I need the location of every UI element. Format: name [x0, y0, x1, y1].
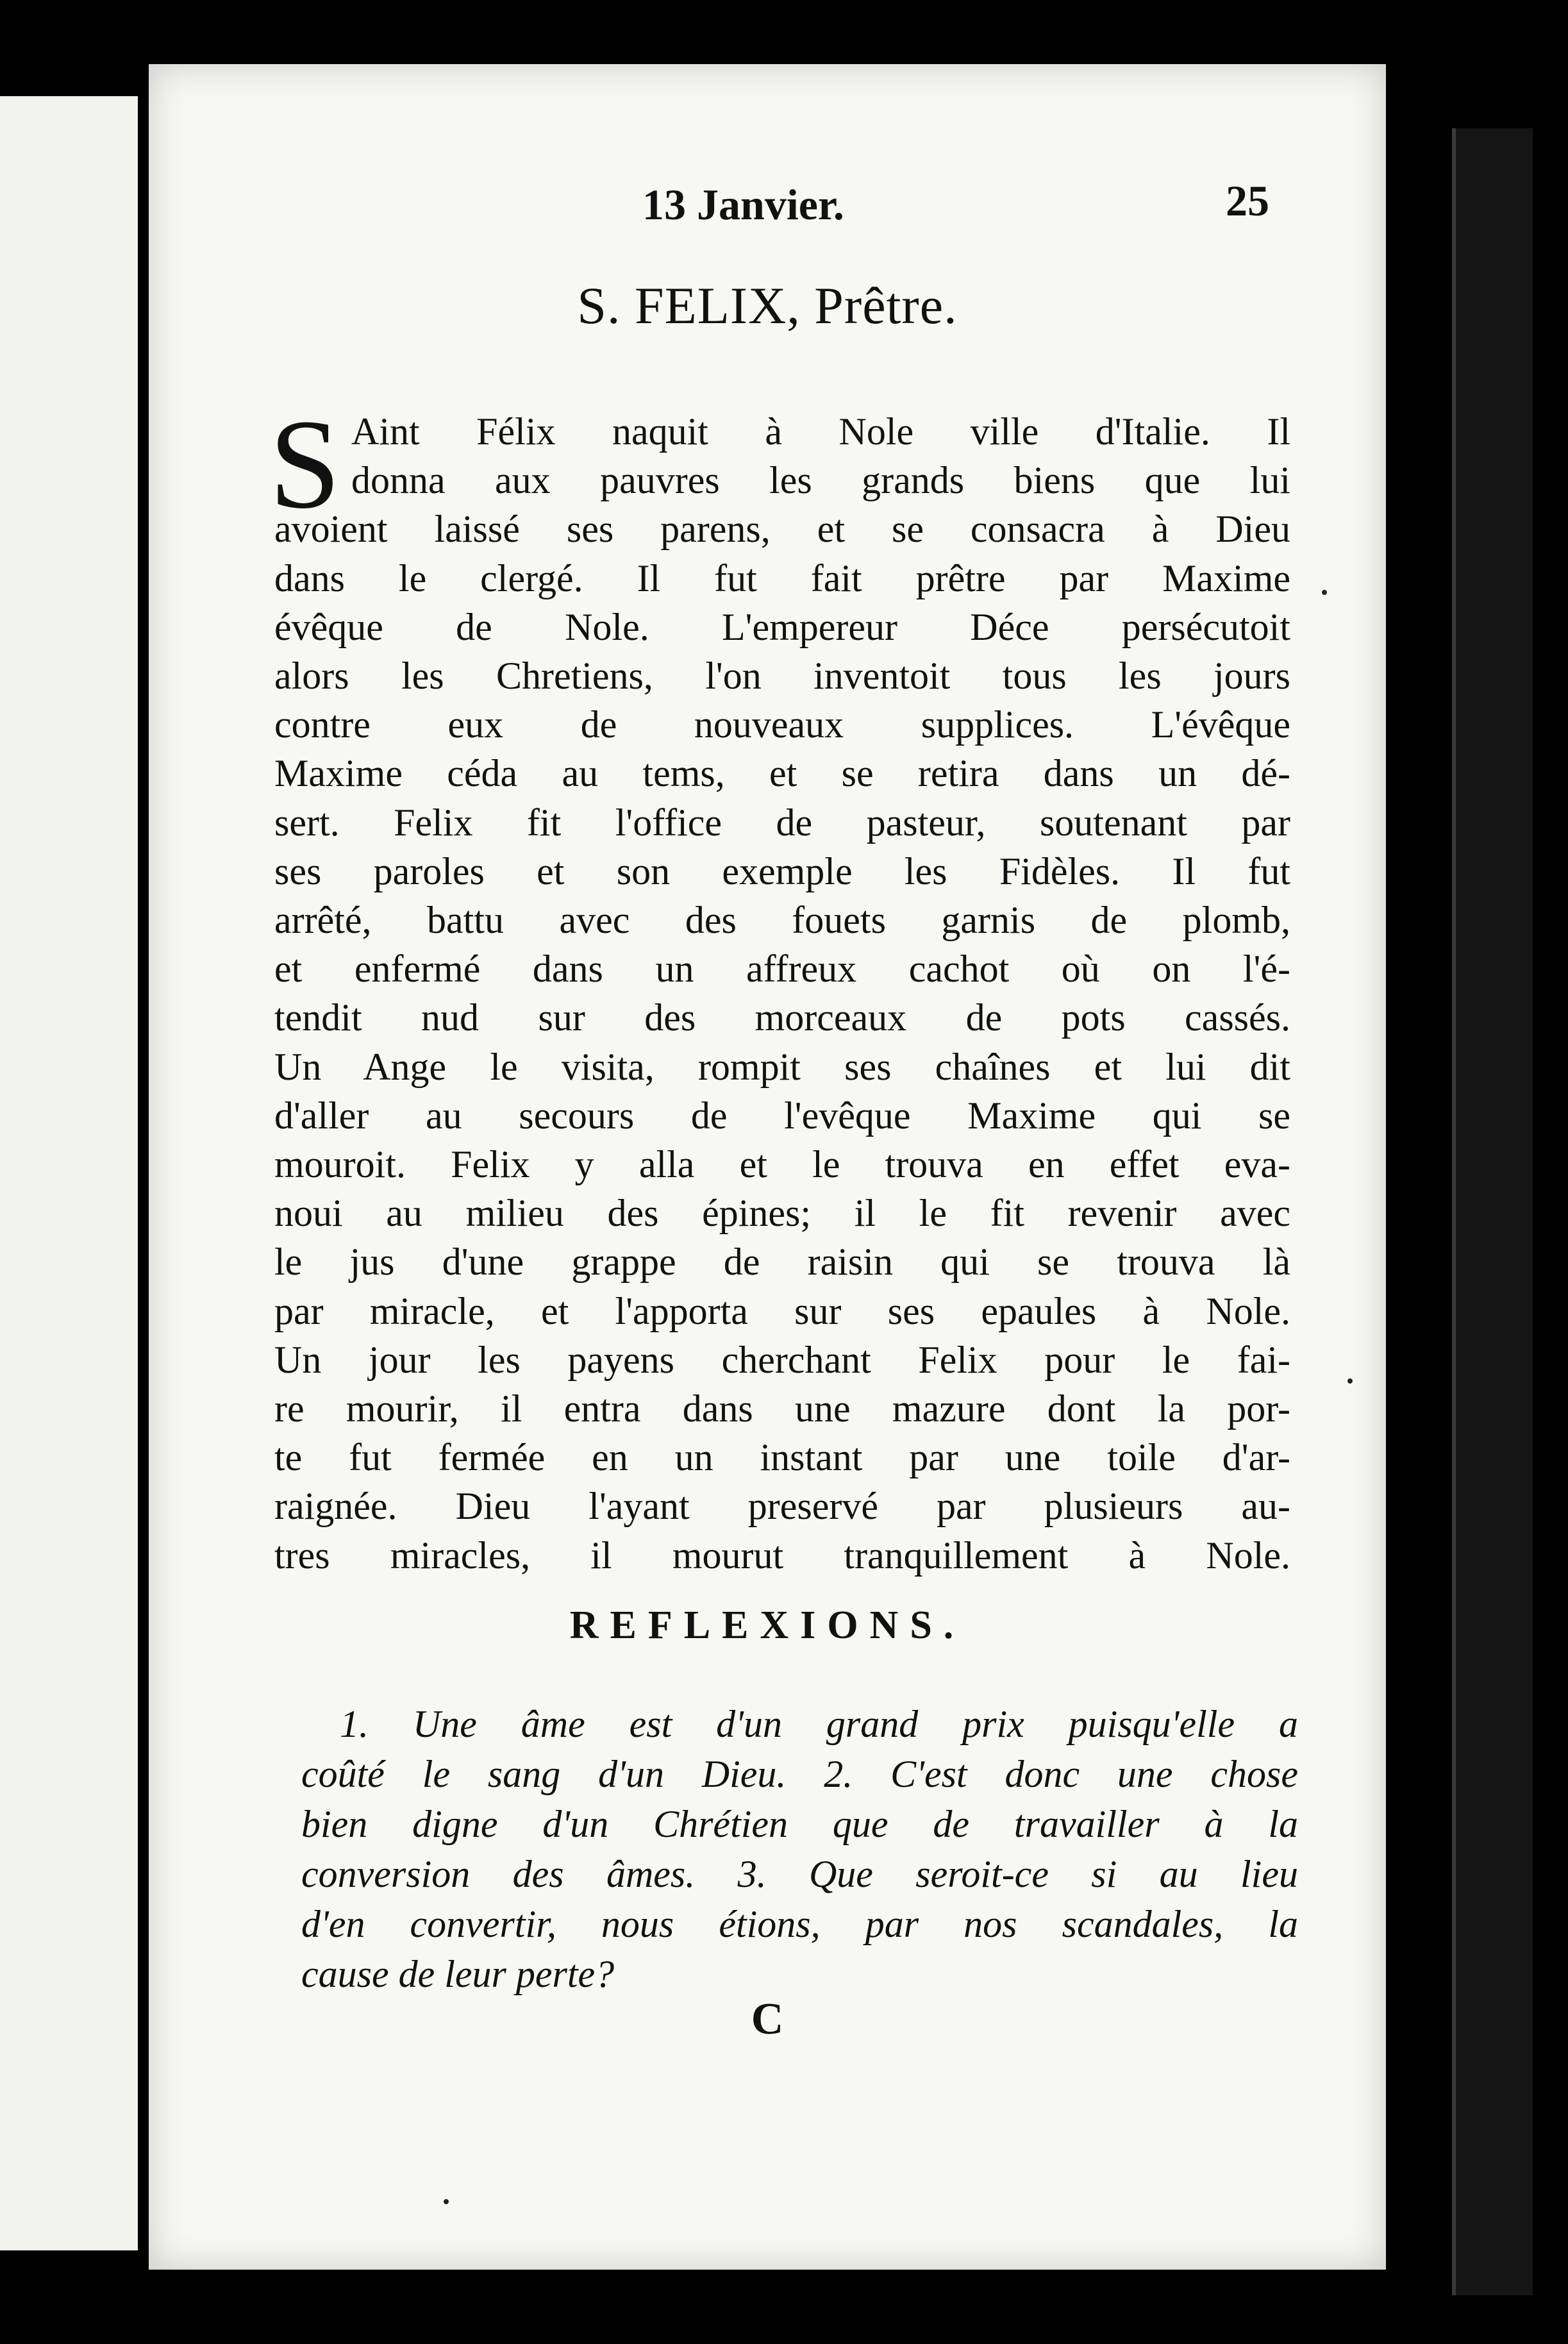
- header-date: 13 Janvier.: [642, 180, 844, 229]
- page-title: S. FELIX, Prêtre.: [577, 276, 958, 335]
- ink-speck: [1322, 590, 1327, 595]
- body-line: sert. Felix fit l'office de pasteur, soutenant par: [274, 801, 1290, 844]
- body-line: re mourir, il entra dans une mazure dont la por-: [274, 1387, 1290, 1430]
- reflexion-line: 1. Une âme est d'un grand prix puisqu'elle a: [340, 1703, 1298, 1745]
- body-line: Un jour les payens cherchant Felix pour le fai-: [274, 1338, 1290, 1381]
- reflexion-line: coûté le sang d'un Dieu. 2. C'est donc une chose: [301, 1753, 1298, 1795]
- signature-mark: C: [751, 1995, 784, 2044]
- body-line: dans le clergé. Il fut fait prêtre par Maxime: [274, 557, 1290, 599]
- reflexion-line: d'en convertir, nous étions, par nos scandales, la: [301, 1903, 1298, 1945]
- body-line: mouroit. Felix y alla et le trouva en effet eva-: [274, 1143, 1290, 1186]
- body-line: te fut fermée en un instant par une toile d'ar-: [274, 1436, 1290, 1479]
- body-line: le jus d'une grappe de raisin qui se trouva là: [274, 1241, 1290, 1284]
- body-line: Maxime céda au tems, et se retira dans un dé-: [274, 752, 1290, 795]
- reflexions-text: [301, 1699, 1298, 1999]
- body-line: évêque de Nole. L'empereur Déce persécutoit: [274, 605, 1290, 648]
- body-line: donna aux pauvres les grands biens que lui: [351, 459, 1290, 502]
- body-line: et enfermé dans un affreux cachot où on l'é-: [274, 948, 1290, 991]
- body-line: raignée. Dieu l'ayant preservé par plusieurs au-: [274, 1485, 1290, 1528]
- reflexions-heading: REFLEXIONS.: [569, 1603, 965, 1647]
- running-header: [149, 176, 1386, 244]
- body-line: ses paroles et son exemple les Fidèles. Il fut: [274, 850, 1290, 892]
- body-line: Aint Félix naquit à Nole ville d'Italie. Il: [351, 410, 1290, 453]
- ink-speck: [1347, 1378, 1353, 1384]
- book-page: [149, 64, 1386, 2270]
- body-line: d'aller au secours de l'evêque Maxime qui se: [274, 1094, 1290, 1137]
- body-line: arrêté, battu avec des fouets garnis de plomb,: [274, 899, 1290, 942]
- body-line: par miracle, et l'apporta sur ses epaules à Nole.: [274, 1289, 1290, 1332]
- reflexion-line: conversion des âmes. 3. Que seroit-ce si au lieu: [301, 1853, 1298, 1895]
- body-line: tendit nud sur des morceaux de pots cassés.: [274, 996, 1290, 1039]
- left-page-edge: [0, 96, 138, 2250]
- body-line: contre eux de nouveaux supplices. L'évêque: [274, 703, 1290, 746]
- body-line: Un Ange le visita, rompit ses chaînes et lui dit: [274, 1045, 1290, 1088]
- book-right-edge: [1452, 128, 1533, 2295]
- reflexion-line: bien digne d'un Chrétien que de travailler à la: [301, 1803, 1298, 1845]
- body-line: avoient laissé ses parens, et se consacra à Dieu: [274, 508, 1290, 551]
- reflexion-line: cause de leur perte?: [301, 1953, 615, 1995]
- drop-cap: S: [269, 394, 341, 535]
- body-line: tres miracles, il mourut tranquillement à Nole.: [274, 1534, 1290, 1577]
- body-line: noui au milieu des épines; il le fit revenir avec: [274, 1192, 1290, 1235]
- body-text: [274, 407, 1290, 1580]
- page-number: 25: [1226, 176, 1269, 225]
- ink-speck: [444, 2199, 449, 2204]
- body-line: alors les Chretiens, l'on inventoit tous les jours: [274, 655, 1290, 698]
